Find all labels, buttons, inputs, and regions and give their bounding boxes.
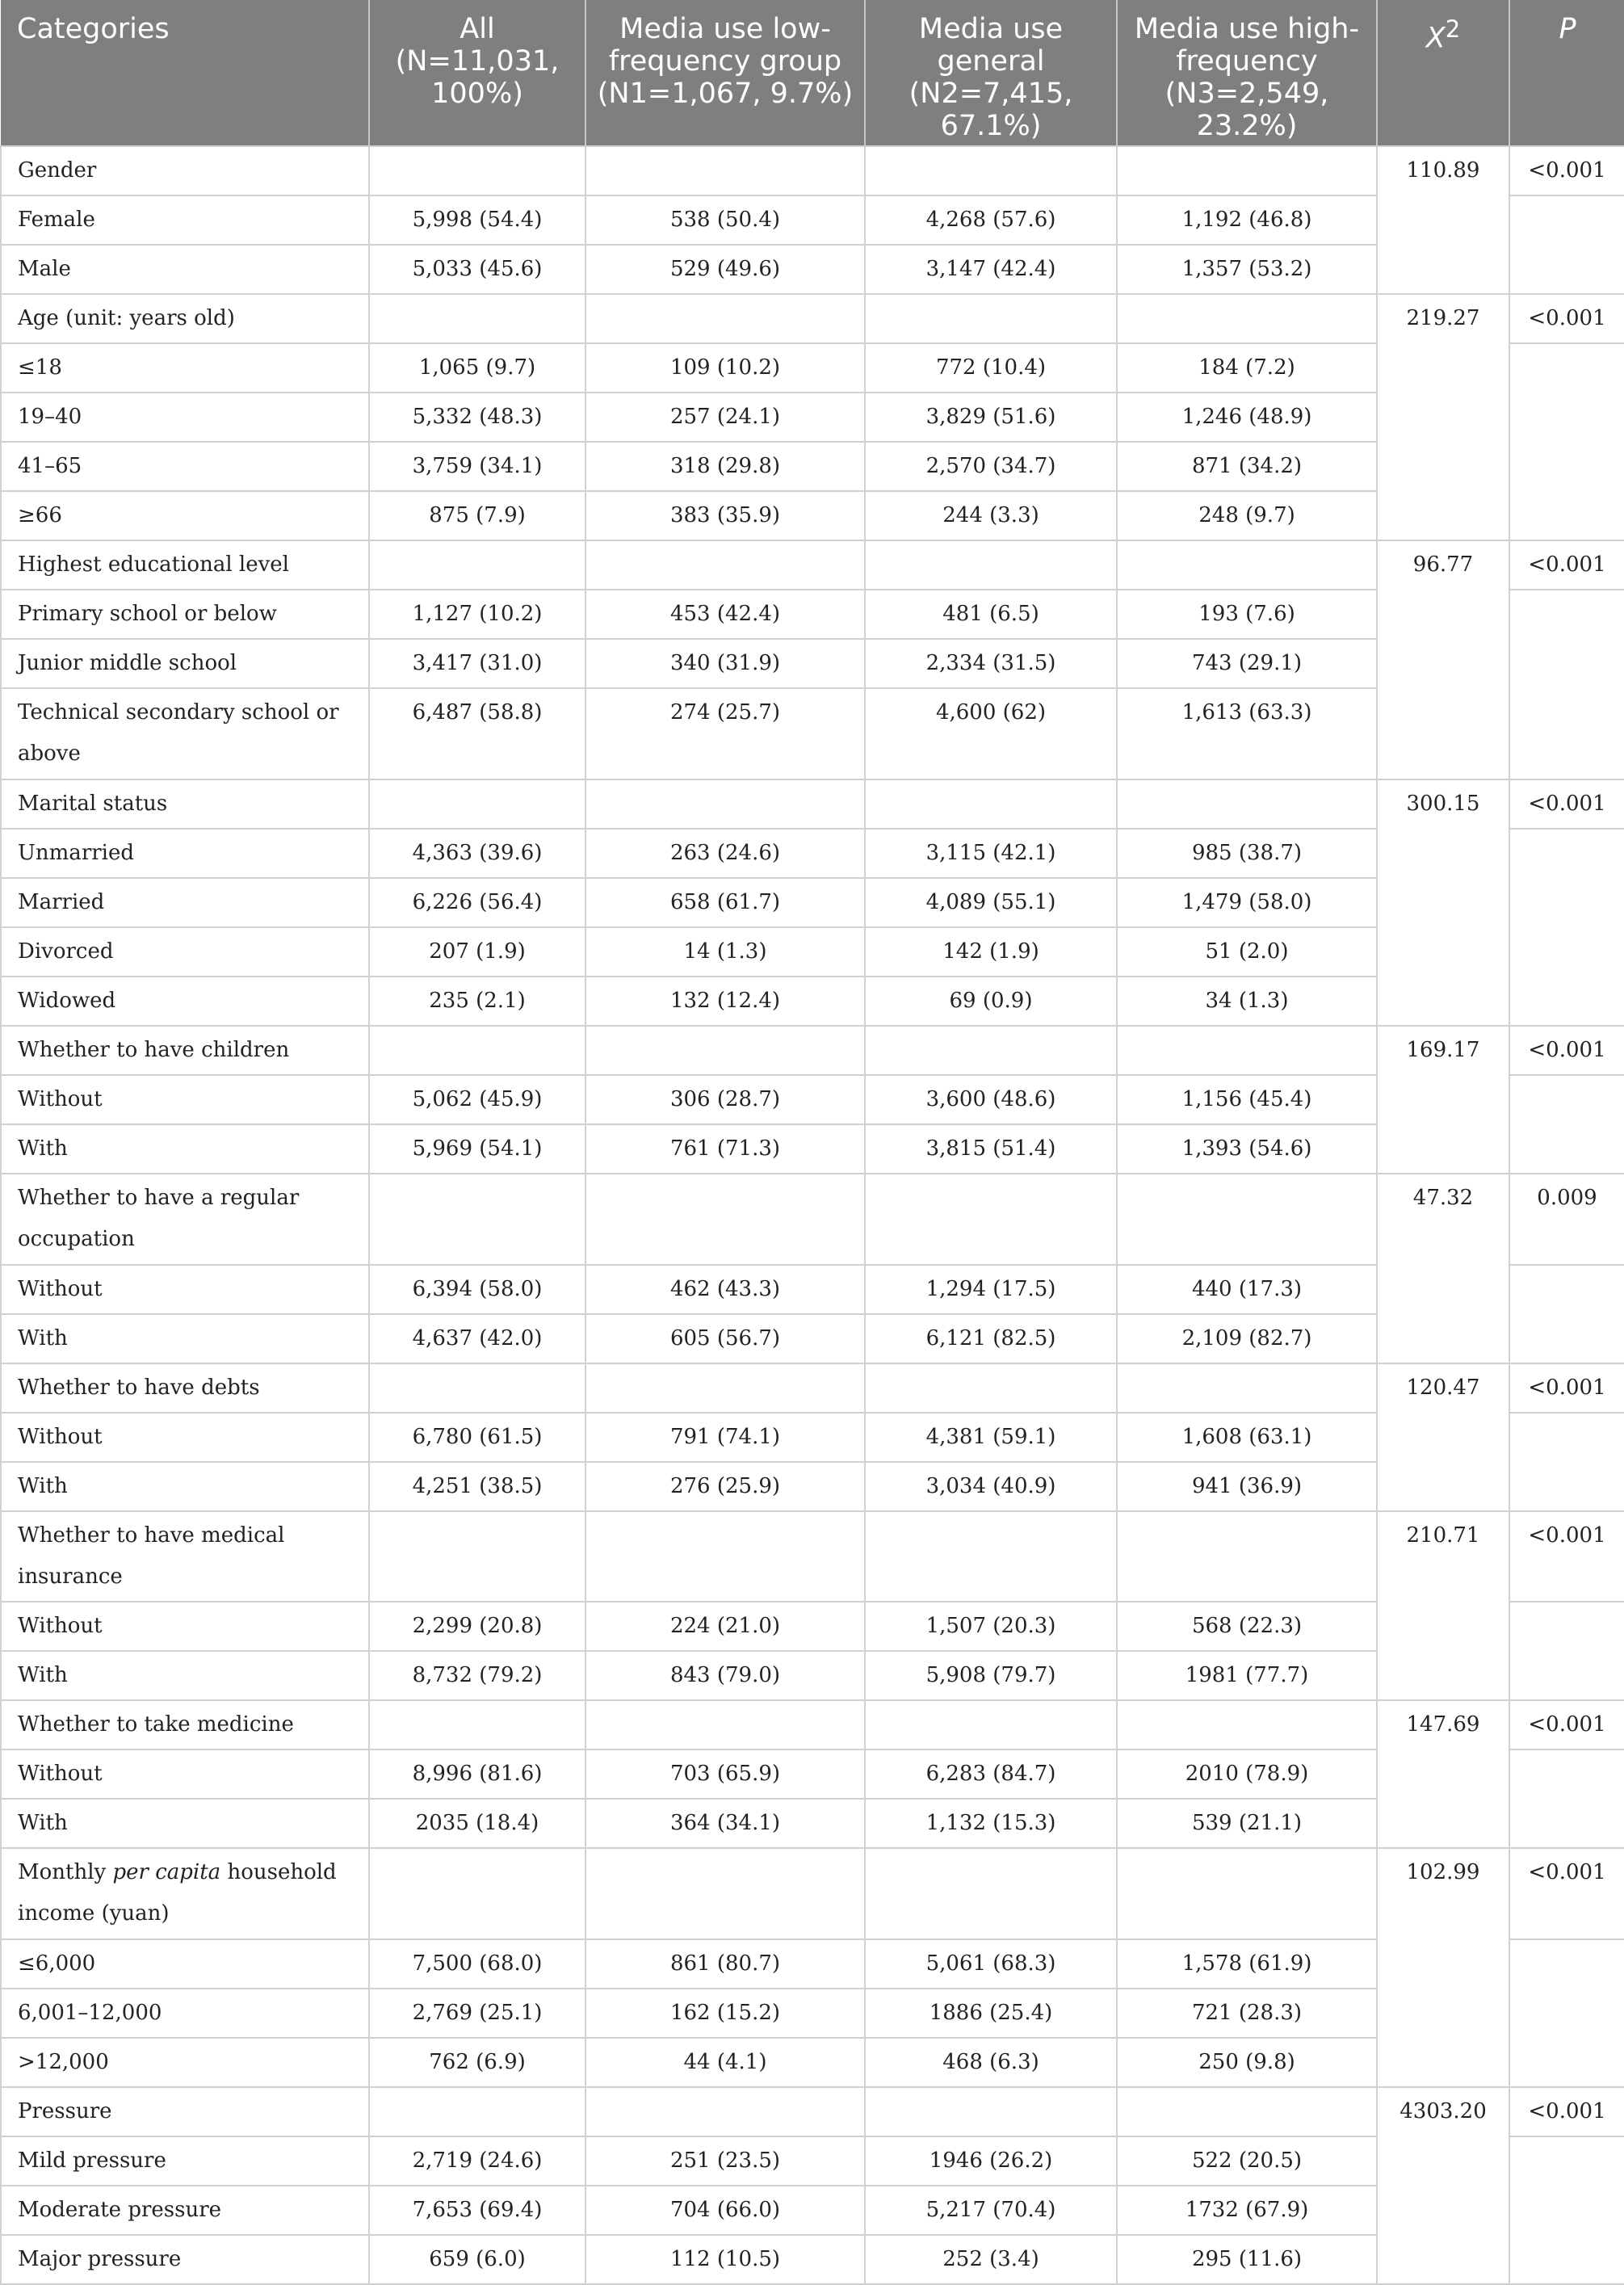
cell-high: 184 (7.2) bbox=[1117, 343, 1377, 393]
row-label: Highest educational level bbox=[1, 540, 369, 590]
cell-p-blank bbox=[1509, 829, 1624, 1026]
cell-all: 6,226 (56.4) bbox=[369, 878, 585, 927]
cell-p-blank bbox=[1509, 2136, 1624, 2284]
header-low-line-1: Media use low- bbox=[619, 13, 831, 45]
cell-high: 1732 (67.9) bbox=[1117, 2186, 1377, 2235]
cell-low: 704 (66.0) bbox=[585, 2186, 865, 2235]
cell-general: 4,268 (57.6) bbox=[865, 195, 1117, 245]
cell-low bbox=[585, 779, 865, 829]
row-label: ≤18 bbox=[1, 343, 369, 393]
cell-p-value: 0.009 bbox=[1509, 1174, 1624, 1265]
cell-p-value: <0.001 bbox=[1509, 1511, 1624, 1602]
cell-general: 481 (6.5) bbox=[865, 590, 1117, 639]
row-label: With bbox=[1, 1462, 369, 1511]
header-general-line-2: general bbox=[937, 45, 1045, 78]
cell-general: 3,147 (42.4) bbox=[865, 245, 1117, 294]
cell-high: 1,479 (58.0) bbox=[1117, 878, 1377, 927]
cell-general bbox=[865, 1174, 1117, 1265]
row-label: Divorced bbox=[1, 927, 369, 977]
cell-general: 3,600 (48.6) bbox=[865, 1075, 1117, 1124]
cell-general: 3,034 (40.9) bbox=[865, 1462, 1117, 1511]
header-general-line-1: Media use bbox=[918, 13, 1064, 45]
cell-p-value: <0.001 bbox=[1509, 294, 1624, 343]
cell-low bbox=[585, 1848, 865, 1939]
cell-p-blank bbox=[1509, 590, 1624, 779]
cell-low: 14 (1.3) bbox=[585, 927, 865, 977]
cell-general bbox=[865, 146, 1117, 195]
header-row bbox=[1, 0, 1624, 146]
cell-all: 7,500 (68.0) bbox=[369, 1939, 585, 1989]
row-label: Married bbox=[1, 878, 369, 927]
cell-all: 2035 (18.4) bbox=[369, 1799, 585, 1848]
row-label: 19–40 bbox=[1, 393, 369, 442]
cell-all: 4,363 (39.6) bbox=[369, 829, 585, 878]
row-label-part: household income (yuan) bbox=[18, 1860, 337, 1926]
cell-low: 364 (34.1) bbox=[585, 1799, 865, 1848]
cell-all: 659 (6.0) bbox=[369, 2235, 585, 2284]
row-label: Pressure bbox=[1, 2087, 369, 2136]
row-label: Whether to have medical insurance bbox=[1, 1511, 369, 1602]
cell-general: 4,600 (62) bbox=[865, 688, 1117, 779]
cell-all bbox=[369, 1848, 585, 1939]
cell-high: 440 (17.3) bbox=[1117, 1265, 1377, 1314]
cell-low: 529 (49.6) bbox=[585, 245, 865, 294]
cell-general: 4,089 (55.1) bbox=[865, 878, 1117, 927]
cell-chi-square: 47.32 bbox=[1377, 1174, 1509, 1363]
cell-p-blank bbox=[1509, 1075, 1624, 1174]
cell-high bbox=[1117, 1511, 1377, 1602]
header-low-line-3: (N1=1,067, 9.7%) bbox=[597, 78, 854, 110]
row-label: Without bbox=[1, 1602, 369, 1651]
table-row bbox=[1, 146, 1624, 195]
cell-low: 340 (31.9) bbox=[585, 639, 865, 688]
cell-all: 8,732 (79.2) bbox=[369, 1651, 585, 1700]
cell-low: 44 (4.1) bbox=[585, 2038, 865, 2087]
row-label: With bbox=[1, 1124, 369, 1174]
row-label: Male bbox=[1, 245, 369, 294]
cell-general bbox=[865, 1848, 1117, 1939]
row-label: ≤6,000 bbox=[1, 1939, 369, 1989]
cell-all: 3,759 (34.1) bbox=[369, 442, 585, 491]
cell-high: 743 (29.1) bbox=[1117, 639, 1377, 688]
cell-high: 1,156 (45.4) bbox=[1117, 1075, 1377, 1124]
cell-high bbox=[1117, 1848, 1377, 1939]
cell-low: 251 (23.5) bbox=[585, 2136, 865, 2186]
row-label: ≥66 bbox=[1, 491, 369, 540]
cell-low bbox=[585, 1511, 865, 1602]
cell-low: 861 (80.7) bbox=[585, 1939, 865, 1989]
header-low-frequency bbox=[585, 0, 865, 146]
row-label: Unmarried bbox=[1, 829, 369, 878]
cell-low bbox=[585, 2087, 865, 2136]
cell-general bbox=[865, 540, 1117, 590]
cell-high bbox=[1117, 540, 1377, 590]
cell-low bbox=[585, 1174, 865, 1265]
cell-general: 142 (1.9) bbox=[865, 927, 1117, 977]
cell-general: 2,334 (31.5) bbox=[865, 639, 1117, 688]
row-label: Gender bbox=[1, 146, 369, 195]
cell-high: 193 (7.6) bbox=[1117, 590, 1377, 639]
cell-low: 658 (61.7) bbox=[585, 878, 865, 927]
cell-general: 1946 (26.2) bbox=[865, 2136, 1117, 2186]
cell-general: 244 (3.3) bbox=[865, 491, 1117, 540]
cell-general bbox=[865, 1700, 1117, 1749]
table-row bbox=[1, 540, 1624, 590]
cell-general: 1,507 (20.3) bbox=[865, 1602, 1117, 1651]
cell-all: 875 (7.9) bbox=[369, 491, 585, 540]
cell-all: 6,780 (61.5) bbox=[369, 1413, 585, 1462]
row-label: With bbox=[1, 1314, 369, 1363]
cell-high: 34 (1.3) bbox=[1117, 977, 1377, 1026]
cell-p-value: <0.001 bbox=[1509, 1700, 1624, 1749]
header-all bbox=[369, 0, 585, 146]
cell-chi-square: 102.99 bbox=[1377, 1848, 1509, 2087]
header-high-line-4: 23.2%) bbox=[1196, 110, 1298, 142]
cell-all: 7,653 (69.4) bbox=[369, 2186, 585, 2235]
table-row bbox=[1, 1848, 1624, 1939]
cell-high: 2,109 (82.7) bbox=[1117, 1314, 1377, 1363]
cell-chi-square: 110.89 bbox=[1377, 146, 1509, 294]
cell-high bbox=[1117, 779, 1377, 829]
cell-low: 274 (25.7) bbox=[585, 688, 865, 779]
cell-general: 2,570 (34.7) bbox=[865, 442, 1117, 491]
cell-all: 5,969 (54.1) bbox=[369, 1124, 585, 1174]
cell-all bbox=[369, 294, 585, 343]
cell-general: 5,061 (68.3) bbox=[865, 1939, 1117, 1989]
cell-low: 538 (50.4) bbox=[585, 195, 865, 245]
row-label: Whether to have a regular occupation bbox=[1, 1174, 369, 1265]
cell-low bbox=[585, 294, 865, 343]
row-label: Mild pressure bbox=[1, 2136, 369, 2186]
cell-all: 207 (1.9) bbox=[369, 927, 585, 977]
row-label: Whether to take medicine bbox=[1, 1700, 369, 1749]
row-label: Without bbox=[1, 1749, 369, 1799]
cell-low: 276 (25.9) bbox=[585, 1462, 865, 1511]
row-label bbox=[1, 1848, 369, 1939]
cell-all: 2,299 (20.8) bbox=[369, 1602, 585, 1651]
cell-high: 1,608 (63.1) bbox=[1117, 1413, 1377, 1462]
cell-p-value: <0.001 bbox=[1509, 146, 1624, 195]
cell-chi-square: 169.17 bbox=[1377, 1026, 1509, 1174]
cell-p-blank bbox=[1509, 1265, 1624, 1363]
cell-high: 539 (21.1) bbox=[1117, 1799, 1377, 1848]
cell-general: 772 (10.4) bbox=[865, 343, 1117, 393]
cell-all: 5,033 (45.6) bbox=[369, 245, 585, 294]
cell-low: 843 (79.0) bbox=[585, 1651, 865, 1700]
row-label: Without bbox=[1, 1265, 369, 1314]
cell-all bbox=[369, 146, 585, 195]
cell-p-blank bbox=[1509, 343, 1624, 540]
cell-chi-square: 120.47 bbox=[1377, 1363, 1509, 1511]
header-p-text: P bbox=[1559, 13, 1576, 45]
cell-high bbox=[1117, 2087, 1377, 2136]
cell-general: 1,294 (17.5) bbox=[865, 1265, 1117, 1314]
cell-high bbox=[1117, 1026, 1377, 1075]
header-all-line-1: All bbox=[460, 13, 495, 45]
cell-p-blank bbox=[1509, 1749, 1624, 1848]
cell-all: 2,769 (25.1) bbox=[369, 1989, 585, 2038]
row-label: Technical secondary school or above bbox=[1, 688, 369, 779]
cell-all: 4,251 (38.5) bbox=[369, 1462, 585, 1511]
row-label: Junior middle school bbox=[1, 639, 369, 688]
cell-all bbox=[369, 779, 585, 829]
table-row bbox=[1, 1026, 1624, 1075]
cell-high: 2010 (78.9) bbox=[1117, 1749, 1377, 1799]
cell-all bbox=[369, 1174, 585, 1265]
cell-p-value: <0.001 bbox=[1509, 1026, 1624, 1075]
cell-all bbox=[369, 1026, 585, 1075]
row-label: Female bbox=[1, 195, 369, 245]
cell-all: 4,637 (42.0) bbox=[369, 1314, 585, 1363]
cell-low bbox=[585, 1026, 865, 1075]
cell-low: 453 (42.4) bbox=[585, 590, 865, 639]
cell-high: 1,578 (61.9) bbox=[1117, 1939, 1377, 1989]
cell-general: 1886 (25.4) bbox=[865, 1989, 1117, 2038]
cell-p-blank bbox=[1509, 1602, 1624, 1700]
cell-high: 1,192 (46.8) bbox=[1117, 195, 1377, 245]
cell-general: 4,381 (59.1) bbox=[865, 1413, 1117, 1462]
cell-chi-square: 219.27 bbox=[1377, 294, 1509, 540]
cell-all: 762 (6.9) bbox=[369, 2038, 585, 2087]
cell-low: 383 (35.9) bbox=[585, 491, 865, 540]
cell-low: 462 (43.3) bbox=[585, 1265, 865, 1314]
cell-high: 721 (28.3) bbox=[1117, 1989, 1377, 2038]
header-high-line-1: Media use high- bbox=[1134, 13, 1360, 45]
row-label: Without bbox=[1, 1413, 369, 1462]
header-low-line-2: frequency group bbox=[608, 45, 842, 78]
cell-general: 468 (6.3) bbox=[865, 2038, 1117, 2087]
cell-p-value: <0.001 bbox=[1509, 779, 1624, 829]
header-categories: Categories bbox=[1, 0, 369, 146]
cell-all: 8,996 (81.6) bbox=[369, 1749, 585, 1799]
cell-low: 605 (56.7) bbox=[585, 1314, 865, 1363]
row-label: Whether to have children bbox=[1, 1026, 369, 1075]
cell-general: 5,217 (70.4) bbox=[865, 2186, 1117, 2235]
header-p-value bbox=[1509, 0, 1624, 146]
cell-p-value: <0.001 bbox=[1509, 1848, 1624, 1939]
cell-low bbox=[585, 1363, 865, 1413]
cell-high: 250 (9.8) bbox=[1117, 2038, 1377, 2087]
cell-low: 257 (24.1) bbox=[585, 393, 865, 442]
cell-general: 6,121 (82.5) bbox=[865, 1314, 1117, 1363]
cell-all: 5,332 (48.3) bbox=[369, 393, 585, 442]
header-chi-sup: 2 bbox=[1445, 15, 1461, 43]
cell-p-value: <0.001 bbox=[1509, 540, 1624, 590]
cell-low bbox=[585, 1700, 865, 1749]
header-all-line-2: (N=11,031, bbox=[395, 45, 560, 78]
cell-p-blank bbox=[1509, 1413, 1624, 1511]
cell-high: 51 (2.0) bbox=[1117, 927, 1377, 977]
row-label: With bbox=[1, 1651, 369, 1700]
table-row bbox=[1, 1174, 1624, 1265]
row-label: Major pressure bbox=[1, 2235, 369, 2284]
cell-high: 248 (9.7) bbox=[1117, 491, 1377, 540]
cell-low: 162 (15.2) bbox=[585, 1989, 865, 2038]
cell-general: 5,908 (79.7) bbox=[865, 1651, 1117, 1700]
cell-p-blank bbox=[1509, 195, 1624, 294]
cell-low bbox=[585, 146, 865, 195]
cell-general bbox=[865, 779, 1117, 829]
table-row bbox=[1, 294, 1624, 343]
header-all-line-3: 100%) bbox=[431, 78, 523, 110]
cell-high: 985 (38.7) bbox=[1117, 829, 1377, 878]
cell-low: 263 (24.6) bbox=[585, 829, 865, 878]
cell-chi-square: 300.15 bbox=[1377, 779, 1509, 1026]
cell-all: 5,062 (45.9) bbox=[369, 1075, 585, 1124]
table-row bbox=[1, 1511, 1624, 1602]
cell-low: 791 (74.1) bbox=[585, 1413, 865, 1462]
cell-p-value: <0.001 bbox=[1509, 2087, 1624, 2136]
header-chi-base: X bbox=[1425, 22, 1446, 55]
cell-low: 112 (10.5) bbox=[585, 2235, 865, 2284]
cell-all: 6,487 (58.8) bbox=[369, 688, 585, 779]
cell-high: 1981 (77.7) bbox=[1117, 1651, 1377, 1700]
table-row bbox=[1, 1700, 1624, 1749]
header-high-frequency bbox=[1117, 0, 1377, 146]
cell-high: 1,393 (54.6) bbox=[1117, 1124, 1377, 1174]
row-label: Without bbox=[1, 1075, 369, 1124]
cell-high bbox=[1117, 146, 1377, 195]
header-general-line-3: (N2=7,415, bbox=[909, 78, 1073, 110]
cell-all: 1,127 (10.2) bbox=[369, 590, 585, 639]
cell-all: 3,417 (31.0) bbox=[369, 639, 585, 688]
cell-high: 1,613 (63.3) bbox=[1117, 688, 1377, 779]
cell-general: 3,829 (51.6) bbox=[865, 393, 1117, 442]
header-general bbox=[865, 0, 1117, 146]
table-row bbox=[1, 2087, 1624, 2136]
cell-all: 5,998 (54.4) bbox=[369, 195, 585, 245]
cell-p-value: <0.001 bbox=[1509, 1363, 1624, 1413]
cell-all bbox=[369, 1700, 585, 1749]
cell-high: 871 (34.2) bbox=[1117, 442, 1377, 491]
cell-all: 235 (2.1) bbox=[369, 977, 585, 1026]
cell-general bbox=[865, 1363, 1117, 1413]
cell-all bbox=[369, 2087, 585, 2136]
cell-low: 109 (10.2) bbox=[585, 343, 865, 393]
cell-low: 703 (65.9) bbox=[585, 1749, 865, 1799]
cell-high: 941 (36.9) bbox=[1117, 1462, 1377, 1511]
cell-high bbox=[1117, 1363, 1377, 1413]
row-label: Marital status bbox=[1, 779, 369, 829]
cell-general: 1,132 (15.3) bbox=[865, 1799, 1117, 1848]
cell-general: 252 (3.4) bbox=[865, 2235, 1117, 2284]
cell-p-blank bbox=[1509, 1939, 1624, 2087]
cell-all bbox=[369, 1363, 585, 1413]
cell-low: 132 (12.4) bbox=[585, 977, 865, 1026]
cell-low: 306 (28.7) bbox=[585, 1075, 865, 1124]
table-row bbox=[1, 1363, 1624, 1413]
table-body bbox=[1, 146, 1624, 2284]
cell-high: 295 (11.6) bbox=[1117, 2235, 1377, 2284]
cell-general: 6,283 (84.7) bbox=[865, 1749, 1117, 1799]
row-label-part: per capita bbox=[112, 1860, 221, 1884]
cell-chi-square: 4303.20 bbox=[1377, 2087, 1509, 2284]
table-row bbox=[1, 779, 1624, 829]
cell-general: 69 (0.9) bbox=[865, 977, 1117, 1026]
row-label: Widowed bbox=[1, 977, 369, 1026]
cell-general bbox=[865, 2087, 1117, 2136]
cell-high bbox=[1117, 1700, 1377, 1749]
cell-general bbox=[865, 1026, 1117, 1075]
cell-chi-square: 210.71 bbox=[1377, 1511, 1509, 1700]
cell-all bbox=[369, 1511, 585, 1602]
cell-high: 1,246 (48.9) bbox=[1117, 393, 1377, 442]
cell-high bbox=[1117, 1174, 1377, 1265]
header-high-line-2: frequency bbox=[1176, 45, 1318, 78]
cell-high bbox=[1117, 294, 1377, 343]
cell-general: 3,815 (51.4) bbox=[865, 1124, 1117, 1174]
cell-all: 1,065 (9.7) bbox=[369, 343, 585, 393]
cell-all: 2,719 (24.6) bbox=[369, 2136, 585, 2186]
row-label-part: Monthly bbox=[18, 1860, 113, 1884]
cell-chi-square: 96.77 bbox=[1377, 540, 1509, 779]
cell-all bbox=[369, 540, 585, 590]
cell-high: 568 (22.3) bbox=[1117, 1602, 1377, 1651]
header-chi-square bbox=[1377, 0, 1509, 146]
cell-general bbox=[865, 1511, 1117, 1602]
row-label: Primary school or below bbox=[1, 590, 369, 639]
header-general-line-4: 67.1%) bbox=[940, 110, 1042, 142]
cell-all: 6,394 (58.0) bbox=[369, 1265, 585, 1314]
row-label: Whether to have debts bbox=[1, 1363, 369, 1413]
row-label: >12,000 bbox=[1, 2038, 369, 2087]
header-high-line-3: (N3=2,549, bbox=[1164, 78, 1329, 110]
cell-high: 1,357 (53.2) bbox=[1117, 245, 1377, 294]
cell-low: 318 (29.8) bbox=[585, 442, 865, 491]
cell-low bbox=[585, 540, 865, 590]
cell-high: 522 (20.5) bbox=[1117, 2136, 1377, 2186]
cell-low: 761 (71.3) bbox=[585, 1124, 865, 1174]
cell-low: 224 (21.0) bbox=[585, 1602, 865, 1651]
row-label: 41–65 bbox=[1, 442, 369, 491]
row-label: With bbox=[1, 1799, 369, 1848]
cell-chi-square: 147.69 bbox=[1377, 1700, 1509, 1848]
cell-general bbox=[865, 294, 1117, 343]
cell-general: 3,115 (42.1) bbox=[865, 829, 1117, 878]
row-label: 6,001–12,000 bbox=[1, 1989, 369, 2038]
row-label: Age (unit: years old) bbox=[1, 294, 369, 343]
row-label: Moderate pressure bbox=[1, 2186, 369, 2235]
